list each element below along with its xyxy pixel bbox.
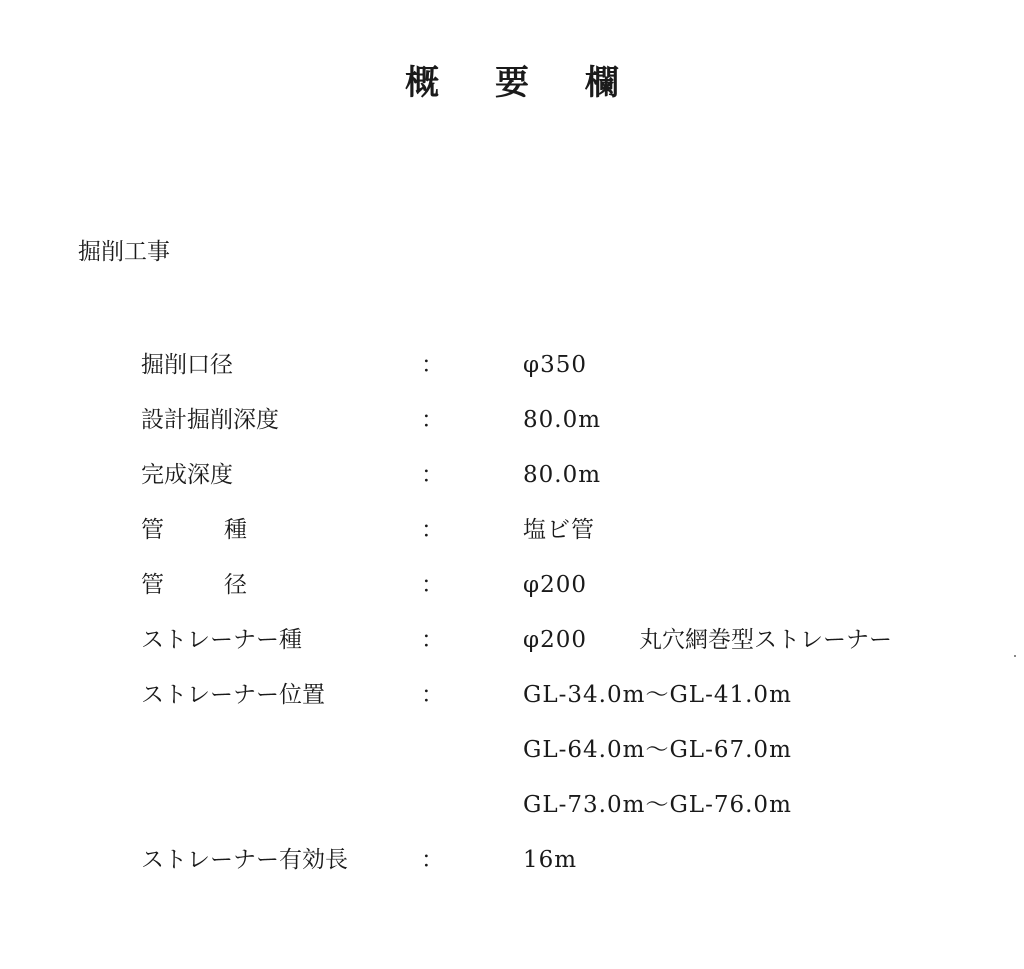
spec-row-strainer-position — [0, 668, 1024, 723]
spec-value-extra: 丸穴網巻型ストレーナー — [639, 627, 893, 653]
spec-list — [0, 338, 1024, 888]
spec-row-pipe-diameter — [0, 558, 1024, 613]
spec-value: 80.0m — [523, 407, 602, 433]
spec-label: ストレーナー有効長 — [141, 847, 348, 873]
spec-colon: ： — [421, 627, 444, 653]
spec-label: ストレーナー種 — [141, 627, 302, 653]
spec-row-strainer-effective-length — [0, 833, 1024, 888]
spec-value: φ200 — [523, 572, 588, 598]
spec-row-pipe-type — [0, 503, 1024, 558]
spec-row-strainer-position-cont — [0, 723, 1024, 778]
spec-label: ストレーナー位置 — [141, 682, 325, 708]
spec-value: 80.0m — [523, 462, 602, 488]
spec-value — [523, 613, 892, 668]
spec-value: GL-73.0m～GL-76.0m — [523, 792, 792, 818]
spec-row-strainer-type — [0, 613, 1024, 668]
section-heading: 掘削工事 — [78, 239, 170, 265]
stray-dot — [1014, 655, 1016, 657]
spec-row-design-depth — [0, 393, 1024, 448]
spec-value-main: φ200 — [523, 627, 588, 653]
title-char: 要 — [495, 63, 529, 103]
spec-colon: ： — [421, 462, 444, 488]
spec-colon: ： — [421, 682, 444, 708]
spec-colon: ： — [421, 517, 444, 543]
spec-label-part: 管 — [141, 517, 164, 543]
title-char: 概 — [405, 63, 440, 103]
spec-value: 16m — [523, 847, 578, 873]
spec-label: 設計掘削深度 — [141, 407, 279, 433]
spec-value: GL-64.0m～GL-67.0m — [523, 737, 792, 763]
spec-colon: ： — [421, 352, 444, 378]
spec-label-part: 管 — [141, 572, 164, 598]
spec-label — [141, 558, 247, 613]
spec-label — [141, 503, 247, 558]
spec-value: GL-34.0m～GL-41.0m — [523, 682, 792, 708]
spec-value: φ350 — [523, 352, 588, 378]
document-title — [0, 58, 1024, 108]
spec-label: 掘削口径 — [141, 352, 233, 378]
spec-value: 塩ビ管 — [523, 517, 595, 543]
spec-row-strainer-position-cont — [0, 778, 1024, 833]
spec-colon: ： — [421, 847, 444, 873]
spec-label: 完成深度 — [141, 462, 233, 488]
spec-colon: ： — [421, 572, 444, 598]
spec-colon: ： — [421, 407, 444, 433]
spec-label-part: 種 — [224, 517, 247, 543]
spec-row-bore-diameter — [0, 338, 1024, 393]
title-char: 欄 — [584, 63, 619, 103]
spec-label-part: 径 — [224, 572, 247, 598]
spec-row-completed-depth — [0, 448, 1024, 503]
